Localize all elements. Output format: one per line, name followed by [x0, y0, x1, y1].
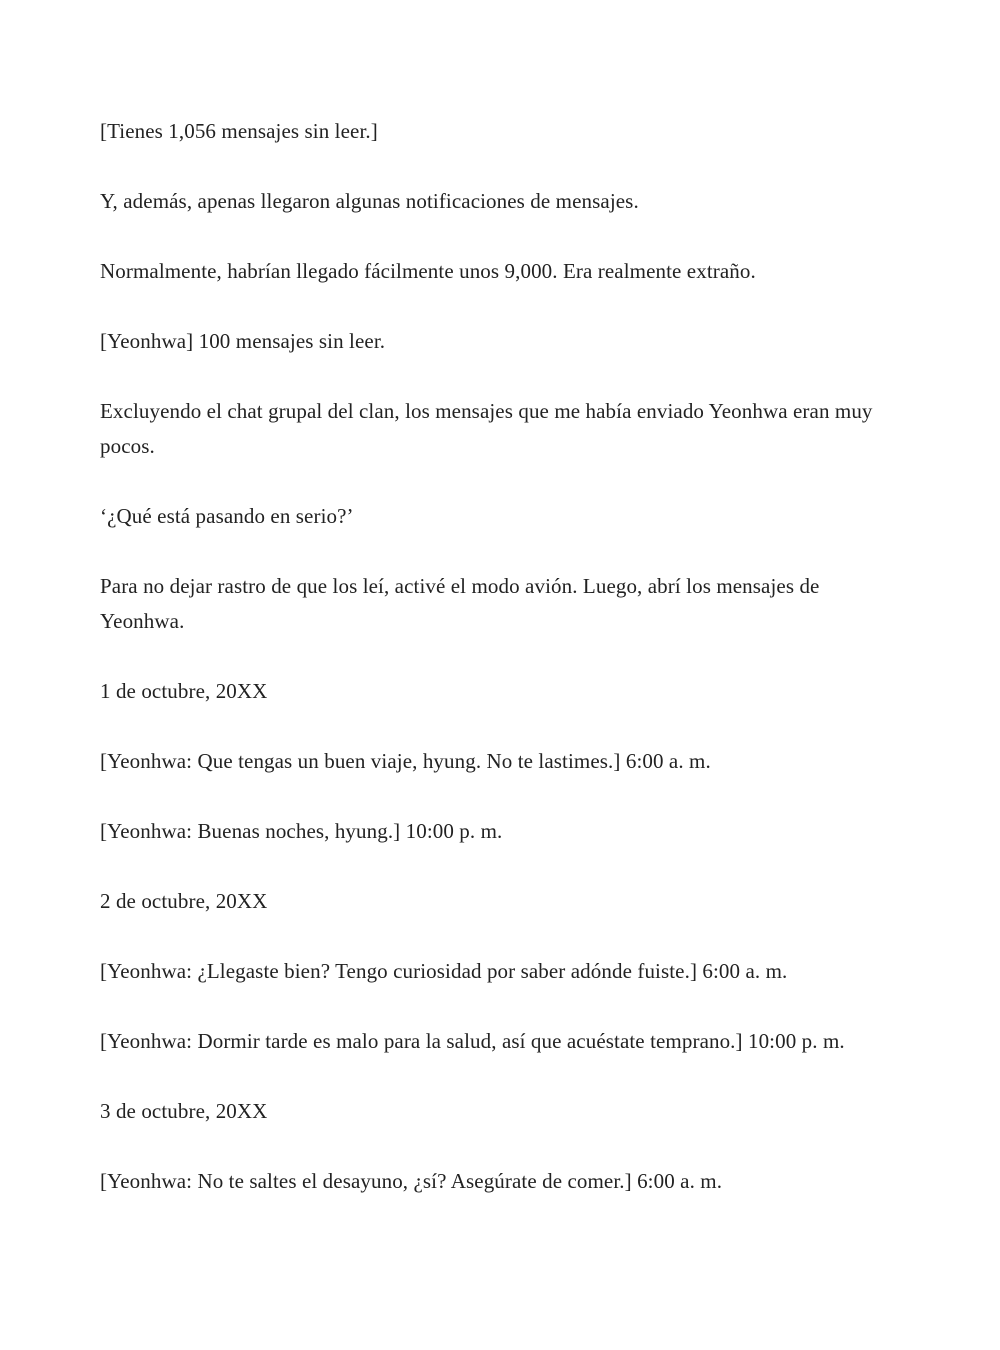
- message-oct-1-morning: [Yeonhwa: Que tengas un buen viaje, hyung. No te lastimes.] 6:00 a. m.: [100, 749, 711, 773]
- date-heading-oct-1: 1 de octubre, 20XX: [100, 679, 268, 703]
- paragraph-inner-thought: ‘¿Qué está pasando en serio?’: [100, 504, 354, 528]
- paragraph-excluding-clan: Excluyendo el chat grupal del clan, los mensajes que me había enviado Yeonhwa eran muy pocos.: [100, 399, 873, 458]
- paragraph-notifications: Y, además, apenas llegaron algunas notificaciones de mensajes.: [100, 189, 639, 213]
- message-oct-1-night: [Yeonhwa: Buenas noches, hyung.] 10:00 p. m.: [100, 819, 503, 843]
- message-oct-2-night: [Yeonhwa: Dormir tarde es malo para la salud, así que acuéstate temprano.] 10:00 p. m.: [100, 1029, 845, 1053]
- message-oct-2-morning: [Yeonhwa: ¿Llegaste bien? Tengo curiosidad por saber adónde fuiste.] 6:00 a. m.: [100, 959, 788, 983]
- date-heading-oct-3: 3 de octubre, 20XX: [100, 1099, 268, 1123]
- date-heading-oct-2: 2 de octubre, 20XX: [100, 889, 268, 913]
- paragraph-yeonhwa-unread: [Yeonhwa] 100 mensajes sin leer.: [100, 329, 386, 353]
- paragraph-normally: Normalmente, habrían llegado fácilmente unos 9,000. Era realmente extraño.: [100, 259, 756, 283]
- paragraph-airplane-mode: Para no dejar rastro de que los leí, activé el modo avión. Luego, abrí los mensajes de Yeonhwa.: [100, 574, 820, 633]
- document-body: [100, 114, 900, 1234]
- message-oct-3-morning: [Yeonhwa: No te saltes el desayuno, ¿sí? Asegúrate de comer.] 6:00 a. m.: [100, 1169, 723, 1193]
- paragraph-unread-count: [Tienes 1,056 mensajes sin leer.]: [100, 119, 378, 143]
